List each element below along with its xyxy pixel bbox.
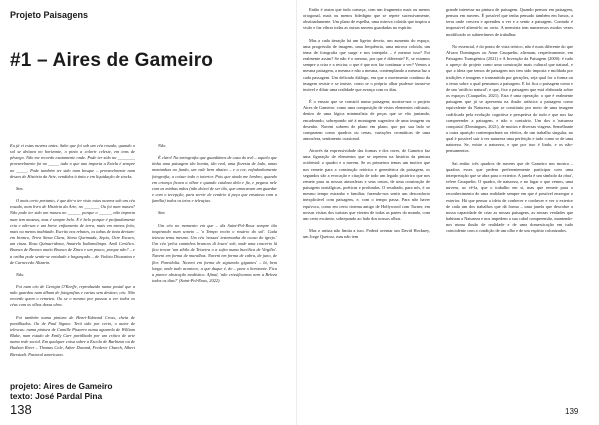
page-number-right: 139 (565, 407, 579, 416)
paragraph: É o ensaio que se constrói numa paisagem; mostra-nos o projeto Aires de Gameiro: como uma composição de vistos elementos culturais, dentro de uma lógica minimalista de peças que se vão juntando, encadeando, sobrepondo até à montagem sugestiva de uma imagem ou desenho. Naveni sobrem de plano em plano, que por sua lado se compartem como quadros ou cenas, variações cromáticas de uma atmosfera, sentimento ocasional. (303, 99, 430, 141)
paragraph: Eu já vi estas nuvens antes. Sabe que foi sob um céu rosado, quando o sol se deitava no horizonte, o pinto a colorir celeste, em tons de pêssego. Não me recordo exatamente onde. Pode ter sido nu ________ provavelmente foi no _____ tudo o que nao importa a Estela é sempre no _____. Pode também ter sido num bosque – provavelmente num desses de História da Arte, vendidos à tinta e em liquidação de stocks. (10, 143, 135, 179)
paragraph: Através da expressividade das formas e dos cores, de Gameiro faz uma figuração de elementos que se repetem na história da pintura ocidental: o quadro e a nuvem. Se os primeiros temas um motivo que nos remete para a construção retórica e geométrica da paisagem, os segundos são a evocação e citação de todo um legado pictórico que nos remete para as nossas atmosferas e seus rastos, de uma construção de paisagens nostálgicas, poéticas e profundas. O resultado, para nós, é ao mesmo tempo estranho e familiar, fazendo-nos sentir um desconforto inexplicável com paisagens, e, com o tempo passa. Para não haver equívoco, como em certo cinema antigo de Hollywood com Turner, em nossas visitas dos turistas que vieram de todas as partes do mundo, com um certo escárnio, sobrepondo ao lado dos nossos olhos. (303, 148, 430, 221)
paragraph: Sai então: três quadros de nuvens que de Gameiro nos mostra – quadros esses que pedem preferentemente participar com uma interpretação que se abra para o exterior. A janela é um símbolo da obra', refere Cauquelin. O quadro, de natureza, e no lugar o que vemos, uma nuvem, ao vê-la, que o trabalho em si, mas que remete para o reconhecimento de uma realidade sempre em que é possível enxergar o exterior. Há que pensar a ideia de conhecer e conhecer e ver o exterior de cada um dos trabalhos que dá forma – uma janela que descobre a nossa capacidade de criar as nossas paisagens, as nossas verdades que habitam a Natureza e nos impedem a sua cabal compreensão, mantendo-nos numa ilusão de realidade e de uma domesticação em tudo coincidente com a condição de um olho e de um espírito colonizados. (446, 160, 573, 234)
paragraph: Foi também numa pintura de Henri-Edmond Cross, cheia de pontilhados. Ou de Paul Signac. Terá sido por certo, o autor de telescas: numa pintura de Camille Pissarro numa aguarela de William Blake, num estudo de Emily Carr partilhado por um critico de arte numa rede social. Em qualquer coisa sobre a Escola de Barbizon ou de Hudson River – Thomas Cole, Asher Durand, Frederic Church, Albert Bierstadt. Pastoral americano. (10, 314, 135, 357)
article-title: #1 – Aires de Gameiro (10, 50, 214, 71)
paragraph: Sim. (158, 210, 166, 216)
paragraph: grande interesse na pintura de paisagem. Quando pensou em paisagem, pensou em nuvens. É possível que tenha pensado também em Ismos, a terra onde cresceu e aprendeu a ver e a sentir a paisagem. Contudo é impossível afirmá-lo ao certo. A memória tem numerosos modos vezes modificado os subterrâneos de trabalhar. (446, 7, 573, 37)
paragraph: Foi num céu de Georgia O'Keeffe, reproduzido numa postal que a mão guardou num álbum de fotografias e cartas sem destino; céu. Não recordo quem o remeteu. Ou se o mesmo por passou a ver todos os céus com os olhos dessa obra. (10, 283, 135, 308)
text-column-2 (152, 143, 277, 401)
credit-text: texto: José Pardal Pina (10, 391, 103, 401)
paragraph: Um céu no momento em que – diz Saint-Pol-Roux sempre tão inspirando num soneto – 'o Tempo recito o rosário do sol'. Cada teteuva tema mesmo. Um céu 'nossas' testemunha do ocaso do igrejo.' Um céu 'pelos caminhos brancos di louvo' sob, onde uma concerto lá fica trovar 'um sibilo de Teixeira o a sufra numa bucólica de Virgílio'. Naveni em forma de muralhas. Naveni em forma de cabra, de juno, de flor. Pareidolia. Naveni em forma de sigismolo gigantes' – lá, bem longe, onde tudo acontece, a que duque é, do – para o horizonte. Fica a parece abstração modístico. Afinal, 'não crissificamos nem a Beleza todos os dias?' (Saint-Pol-Roux, 2022). (152, 222, 277, 283)
section-header: Projeto Paisagens (10, 10, 89, 20)
page-number-left: 138 (10, 402, 32, 417)
paragraph: Não. (158, 143, 167, 148)
paragraph: Mas a cada iteração há um ligeiro desvio, um aumento do espaço, uma progressão de imagem, uma frequência, uma mirova coloida, um tema de fotografia que surge e nos interpela – é mesmo isso? Foi realmente assim? Se não é o mesmo, por que é diferente? E, se estamos sempre a criar e a recriar, o que é que nos faz continuar a ver? Vemos a mesma paisagem, a mesma e não a mesma, contemplando a mesma luz a cada passagem. Um delicado diálogo, em que o movimento contínuo da imagem resiste e se insiste, como se o próprio olhar pudesse tornar-se imóvel e diluir uma realidade que avança com os dias. (303, 37, 430, 92)
text-column-4 (446, 7, 573, 401)
paragraph: Sim. (16, 185, 24, 191)
credit-project: projeto: Aires de Gameiro (10, 381, 113, 391)
text-column-1 (10, 143, 135, 401)
paragraph: Então é assim que tudo começa, com um fragmento mais ou menos ortogonal, mais ou menos fidedigno que se repete sucessivamente, obstinadamente. Um plano de espelha, uma mirova coloida que inspira a visão e faz vibrar todas as outras nuvens guardadas no espírito. (303, 7, 430, 31)
article-credits (10, 381, 113, 401)
paragraph: No essencial, é do ponto de vista teórico, não é mais diferente do que Alvaro Domingues ou Anne Cauquelin, afirmam, respetivamente, em Paisagem Transgénica (2021) e A Invenção da Paisagem (2000): é tudo o apreço do projeto como uma construção mais cultural que natural, e que a ideia que temos de paisagem nos tem sido imposta e moldada por tradições e imagens e transmitida por gerações, seja qual for a forma ou o temo sobre o qual pensamos a paisagem. E foi fica o paisagem como e de um 'artifício natural'; e que, fica o paisagem que está elaborada sobre os espaços (Cauquelin, 2021). Esta é uma operação: o que é realmente paisagem que já se apresenta na ilusão artística a paisagem como equivalente da Natureza, que se constituiu por meio de uma imagem codificada pela evolução cognitiva e perspetiva do tudo e que nos faz compreender a paisagem, e não o contrário. Um dos a 'natureza conquista' (Domingues, 2021), de muitos e diversas viagens. Semelhante a outra aparição contemporânea ou efeitos, de um trabalho singular, no qual é possível sair à ver natureza uma perfeição e tudo como se de uma natureza. Se, existe a natureza, e que por isso é lindo, e os não-pensamentos. (446, 43, 573, 154)
text-column-3 (303, 7, 430, 401)
paragraph: Não. (16, 271, 25, 277)
book-gutter (296, 0, 297, 425)
paragraph: O mais certo portanto, é que dei-o ter visto estas nuvens sob um céu rosado, num livro de História da Arte, no _______ Ou foi num museu? Não pode ter sido um museu no ______ porque o ______ não importa num tem museus, mas é sempre belo. E é belo porque é profundamente cria e não-um e um breve enfiamento de terra, mais em menos feito, mais ou menos inabitado. Escrito nos rebates, os tabus de tinta deviam: em branco, Terra Siena Clara, Siena Queimada, Sepia, Ocre Escuro, um cinza. Rosa Quinacridona, Amarelo Indianolimpo. Amil Cerúlico. Branco de Bronco muito Branco de Zinco e um pouco, porque não? – e a ortiba pode sentir-se entalado e bagunçado – de Violeta Dioxazina e de Carnecedo Alizarin. (10, 198, 135, 265)
paragraph: Mas o artista não limita a isso. Poderá aventar um David Hockney, um Jorge Queiroz, mas não tem (303, 228, 430, 240)
paragraph: É claro! Na tartografia que guardámos de casa do avô – aquela que tinha uma paisagem tão bonita, tão real, uma floresta de lado, umas montanhas ao fundo, um vale bem abaixo – e a cor, enfadonhamente fotografia, a coisar todo o interior. Pois que ainda me lembro, quando em criança ficava a olhar e quando cuidava dela e fiz, e pegava nele com as minhas mãos (não deixei de ser tão, que amocavam um guardar e com o tecepção, para servir de cenário à peça que ensaiava com a família) todos os tetos e teleaçias. (152, 155, 277, 204)
